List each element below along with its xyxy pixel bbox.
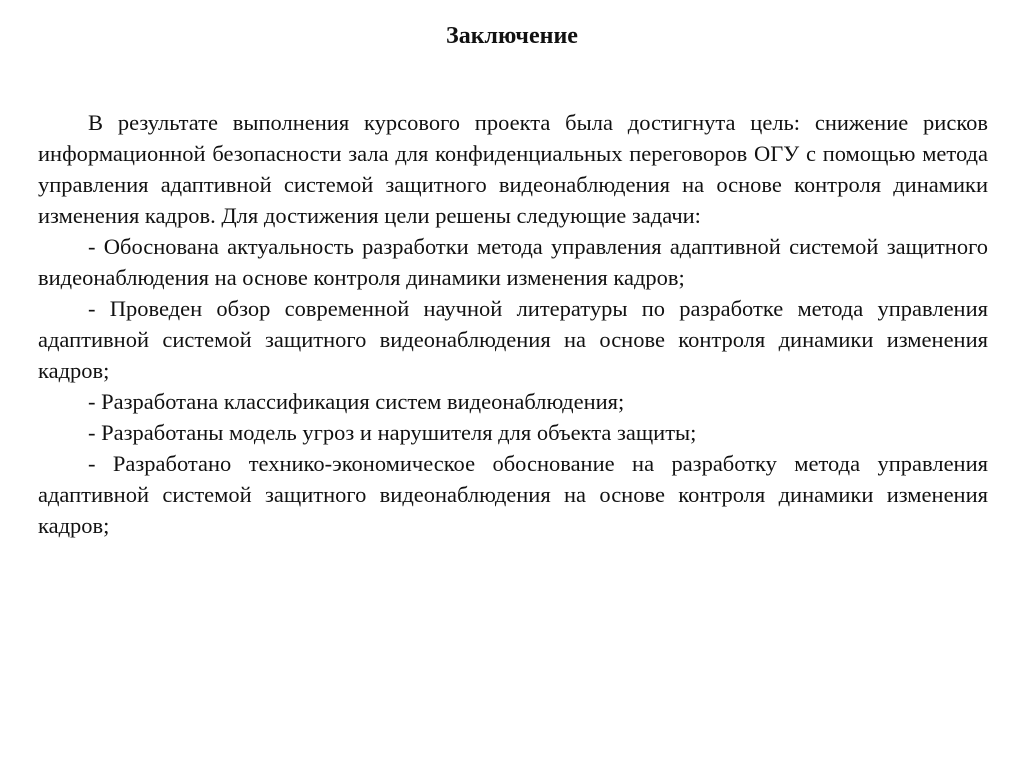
task-item: - Разработана классификация систем видеонаблюдения; bbox=[88, 389, 625, 414]
slide-body bbox=[38, 107, 988, 541]
task-item: - Проведен обзор современной научной литературы по разработке метода управления адаптивной системой защитного видеонаблюдения на основе контроля динамики изменения кадров; bbox=[38, 296, 988, 383]
task-item: - Обоснована актуальность разработки метода управления адаптивной системой защитного видеонаблюдения на основе контроля динамики изменения кадров; bbox=[38, 234, 988, 290]
slide-title: Заключение bbox=[446, 23, 578, 49]
intro-paragraph: В результате выполнения курсового проекта была достигнута цель: снижение рисков информационной безопасности зала для конфиденциальных переговоров ОГУ с помощью метода управления адаптивной системой защитного видеонаблюдения на основе контроля динамики изменения кадров. Для достижения цели решены следующие задачи: bbox=[38, 110, 988, 228]
task-item: - Разработано технико-экономическое обоснование на разработку метода управления адаптивной системой защитного видеонаблюдения на основе контроля динамики изменения кадров; bbox=[38, 451, 988, 538]
task-item: - Разработаны модель угроз и нарушителя для объекта защиты; bbox=[88, 420, 697, 445]
